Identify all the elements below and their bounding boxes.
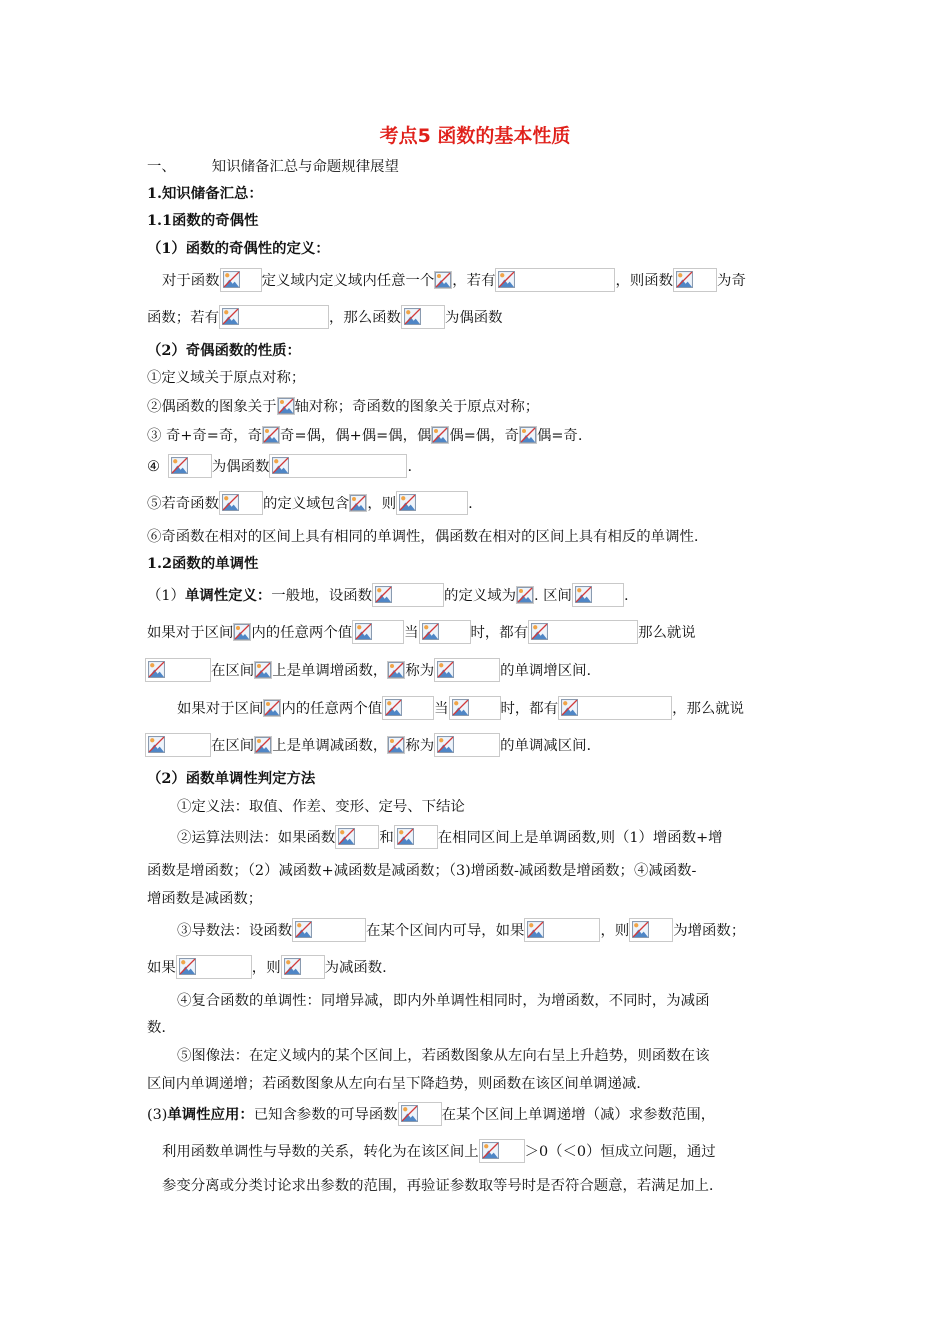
formula-image-icon [349, 494, 367, 512]
paragraph-odd-definition: 对于函数 定义域内定义域内任意一个 ，若有 ，则函数 为奇 [162, 270, 746, 292]
formula-image-icon [168, 454, 212, 478]
property-6: ⑥奇函数在相对的区间上具有相同的单调性，偶函数在相对的区间上具有相反的单调性. [147, 529, 699, 545]
method-5-line-2: 区间内单调递增；若函数图象从左向右呈下降趋势，则函数在该区间单调递减. [147, 1076, 641, 1092]
paragraph-even-definition: 函数；若有 ，那么函数 为偶函数 [147, 307, 503, 329]
formula-image-icon [524, 918, 600, 942]
formula-image-icon [572, 583, 624, 607]
decreasing-condition: 如果对于区间 内的任意两个值 当 时，都有 ，那么就说 [177, 698, 744, 720]
method-3-line-1: ③导数法：设函数 在某个区间内可导，如果 ，则 为增函数； [177, 920, 745, 942]
formula-image-icon [673, 268, 717, 292]
formula-image-icon [220, 268, 262, 292]
formula-image-icon [281, 955, 325, 979]
formula-image-icon [254, 736, 272, 754]
formula-image-icon [519, 426, 537, 444]
heading-parity-properties: （2）奇偶函数的性质： [147, 342, 301, 359]
formula-image-icon [431, 426, 449, 444]
formula-image-icon [145, 658, 211, 682]
application-line-2: 利用函数单调性与导数的关系，转化为在该区间上 ＞0（＜0）恒成立问题，通过 [162, 1141, 716, 1163]
formula-image-icon [219, 305, 329, 329]
formula-image-icon [396, 491, 468, 515]
property-4: ④ 为偶函数 . [147, 456, 412, 478]
increasing-conclusion: 在区间 上是单调增函数， 称为 的单调增区间. [145, 660, 591, 682]
application-line-1: (3)单调性应用：已知含参数的可导函数 在某个区间上单调递增（减）求参数范围， [147, 1104, 715, 1126]
formula-image-icon [262, 426, 280, 444]
property-1: ①定义域关于原点对称； [147, 370, 306, 386]
formula-image-icon [263, 699, 281, 717]
formula-image-icon [277, 397, 295, 415]
formula-image-icon [387, 736, 405, 754]
method-3-line-2: 如果 ，则 为减函数. [147, 957, 387, 979]
formula-image-icon [394, 825, 438, 849]
method-2-line-2: 函数是增函数；（2）减函数+减函数是减函数；（3)增函数-减函数是增函数；④减函数- [147, 863, 697, 879]
heading-parity-definition: （1）函数的奇偶性的定义： [147, 240, 330, 257]
formula-image-icon [254, 661, 272, 679]
property-3: ③ 奇+奇=奇，奇 奇=偶，偶+偶=偶，偶 偶=偶，奇 偶=奇. [147, 428, 583, 444]
method-2-line-1: ②运算法则法：如果函数 和 在相同区间上是单调函数,则（1）增函数+增 [177, 827, 723, 849]
formula-image-icon [335, 825, 379, 849]
property-2: ②偶函数的图象关于 轴对称；奇函数的图象关于原点对称； [147, 399, 540, 415]
method-2-line-3: 增函数是减函数； [147, 891, 263, 907]
formula-image-icon [558, 696, 672, 720]
formula-image-icon [176, 955, 252, 979]
formula-image-icon [528, 620, 638, 644]
method-4-line-1: ④复合函数的单调性：同增异减，即内外单调性相同时，为增函数，不同时，为减函 [177, 993, 710, 1009]
formula-image-icon [419, 620, 471, 644]
heading-knowledge-summary: 1.知识储备汇总： [147, 185, 263, 202]
formula-image-icon [449, 696, 501, 720]
increasing-condition: 如果对于区间 内的任意两个值 当 时，都有 那么就说 [147, 622, 696, 644]
heading-parity: 1.1函数的奇偶性 [147, 212, 259, 229]
decreasing-conclusion: 在区间 上是单调减函数， 称为 的单调减区间. [145, 735, 591, 757]
monotonicity-definition: （1）单调性定义：一般地，设函数 的定义域为 . 区间 . [147, 585, 629, 607]
formula-image-icon [401, 305, 445, 329]
formula-image-icon [516, 586, 534, 604]
property-5: ⑤若奇函数 的定义域包含 ，则 . [147, 493, 473, 515]
section-heading: 一、 知识储备汇总与命题规律展望 [147, 159, 399, 175]
heading-monotonicity: 1.2函数的单调性 [147, 555, 259, 572]
formula-image-icon [479, 1139, 525, 1163]
heading-monotonicity-methods: （2）函数单调性判定方法 [147, 770, 316, 787]
formula-image-icon [233, 623, 251, 641]
formula-image-icon [434, 658, 500, 682]
formula-image-icon [398, 1102, 442, 1126]
method-1: ①定义法：取值、作差、变形、定号、下结论 [177, 799, 465, 815]
formula-image-icon [219, 491, 263, 515]
formula-image-icon [292, 918, 366, 942]
formula-image-icon [387, 661, 405, 679]
page-title: 考点5 函数的基本性质 [379, 125, 571, 147]
formula-image-icon [382, 696, 434, 720]
formula-image-icon [629, 918, 673, 942]
formula-image-icon [372, 583, 444, 607]
method-5-line-1: ⑤图像法：在定义域内的某个区间上，若函数图象从左向右呈上升趋势，则函数在该 [177, 1048, 710, 1064]
method-4-line-2: 数. [147, 1020, 166, 1036]
application-line-3: 参变分离或分类讨论求出参数的范围，再验证参数取等号时是否符合题意，若满足加上. [162, 1178, 714, 1194]
formula-image-icon [434, 271, 452, 289]
formula-image-icon [145, 733, 211, 757]
formula-image-icon [269, 454, 407, 478]
formula-image-icon [495, 268, 615, 292]
formula-image-icon [352, 620, 404, 644]
formula-image-icon [434, 733, 500, 757]
